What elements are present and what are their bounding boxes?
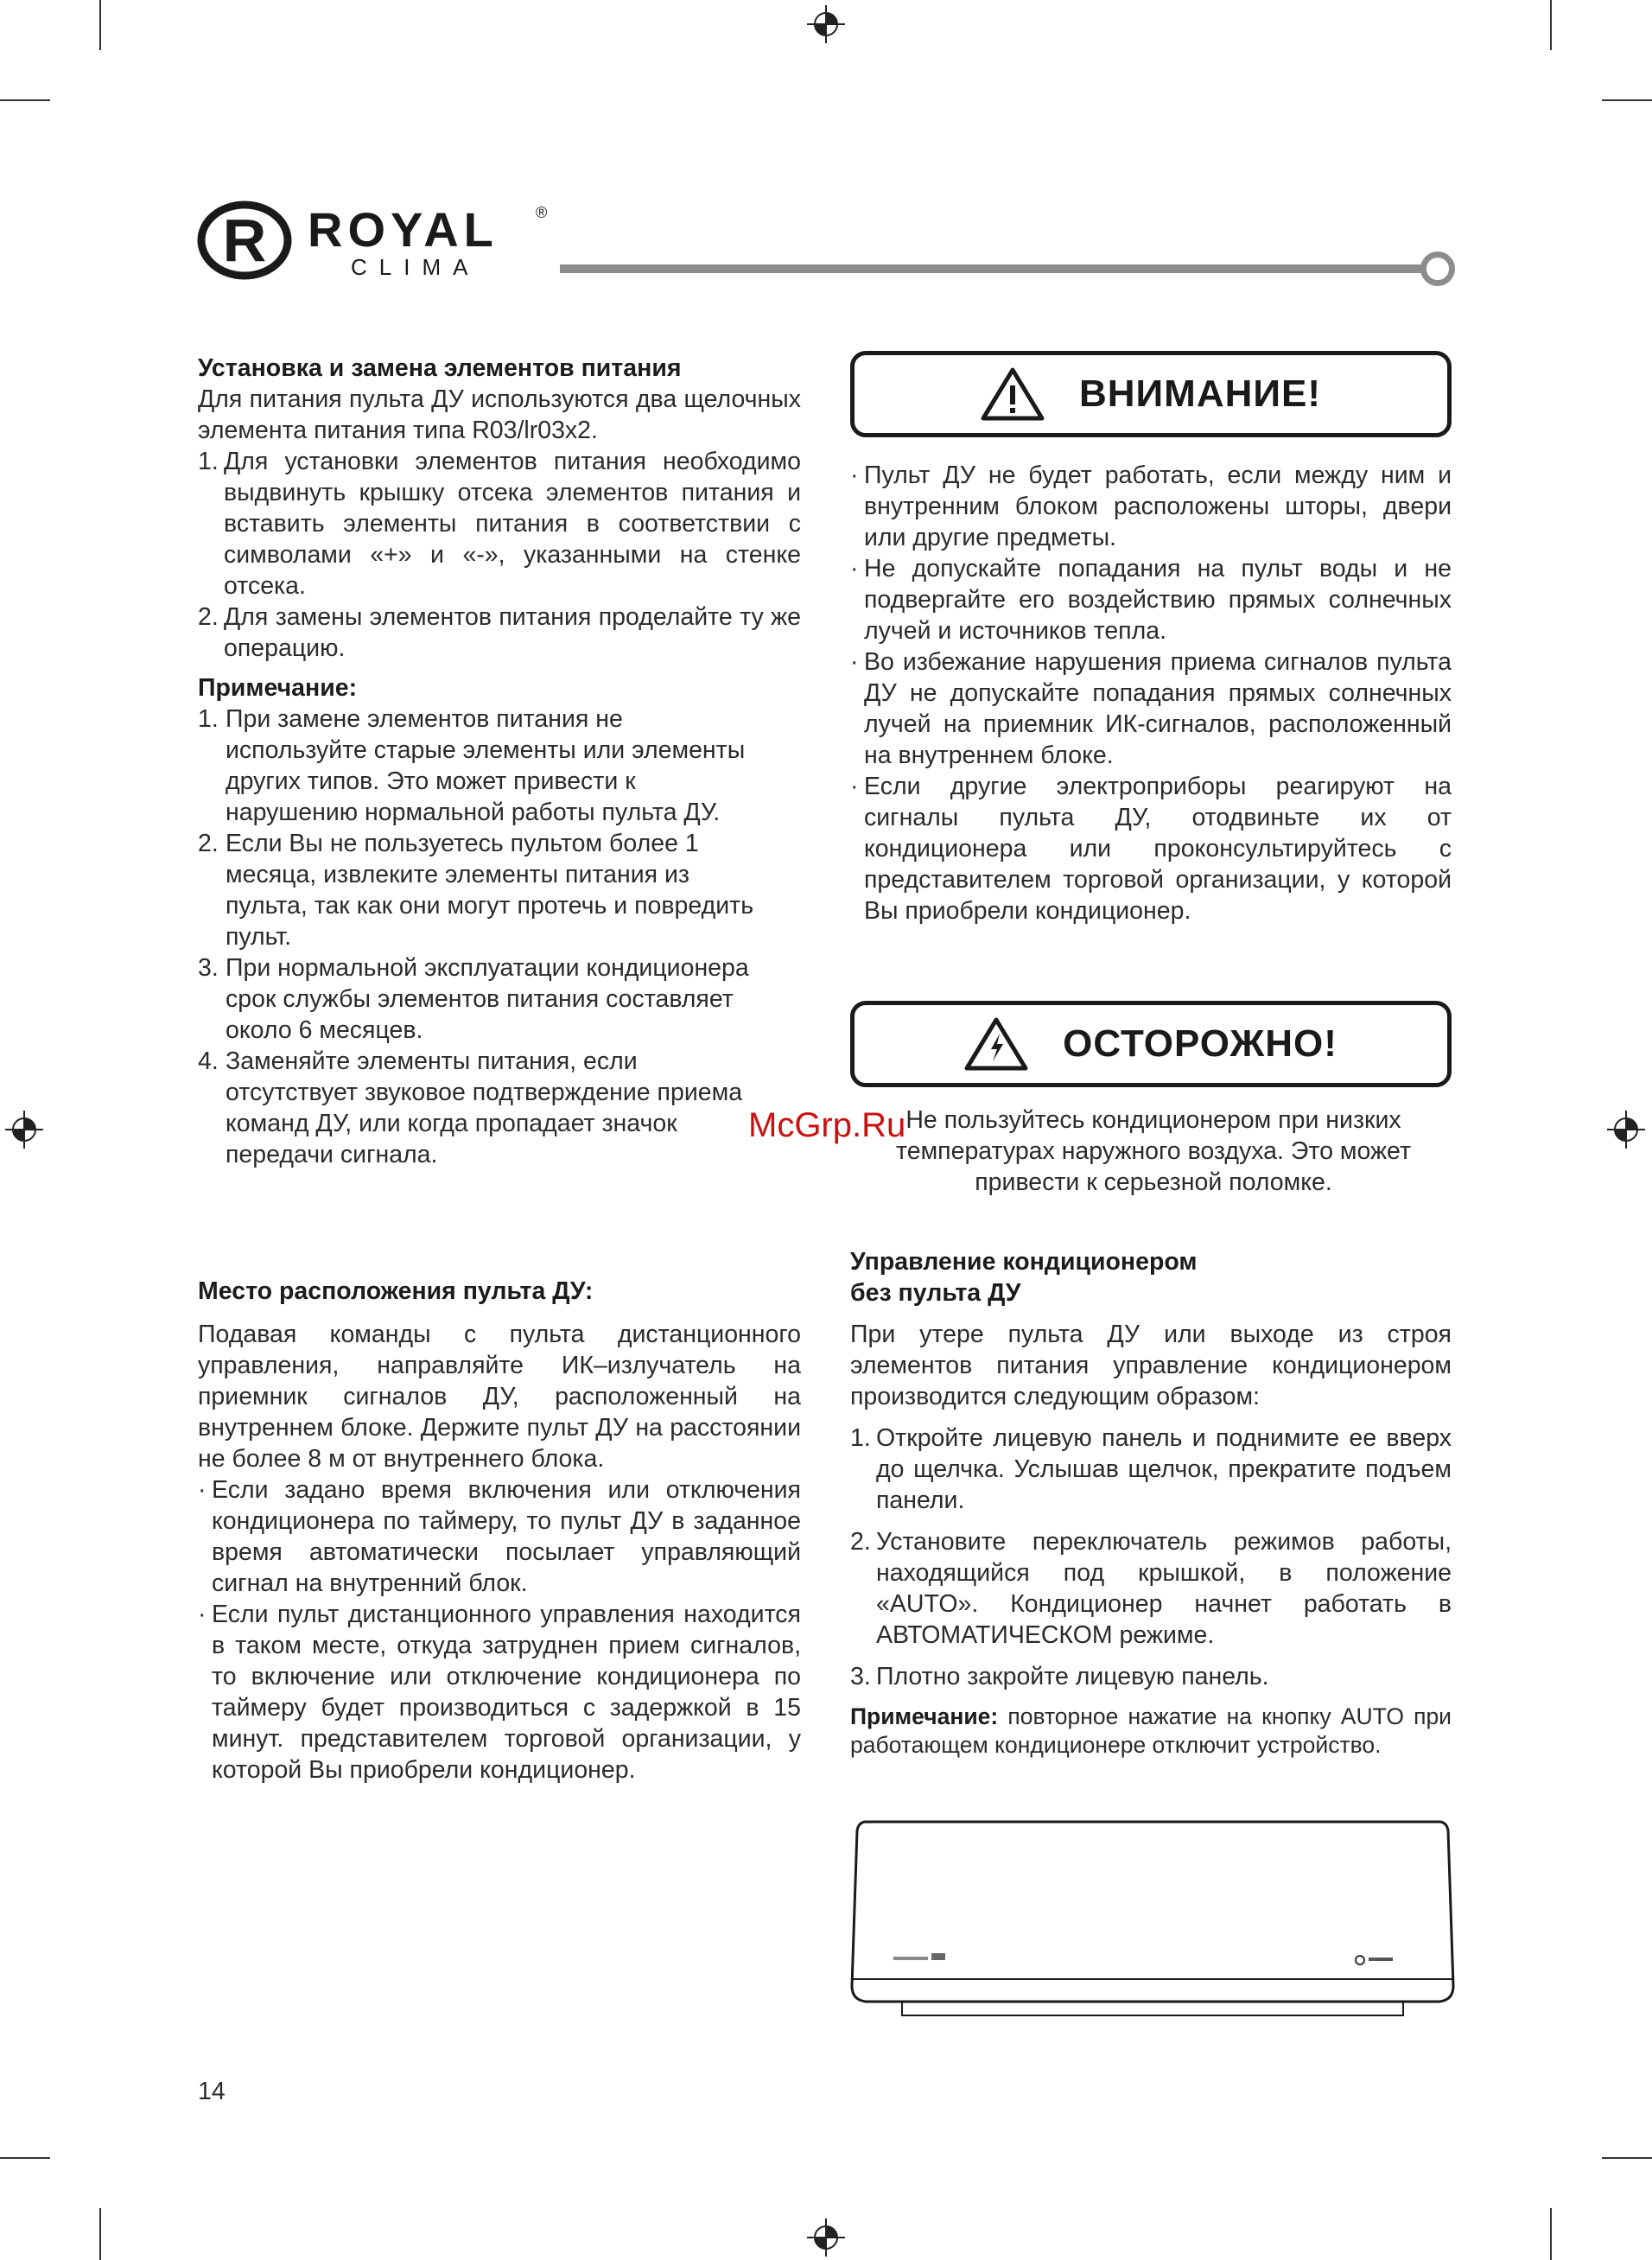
bullet-item: · Если пульт дистанционного управления находится в таком месте, откуда затруднен прием сигналов, то включение или отключение кондиционера по таймеру будет производиться с задержкой в 15 минут. представителем торговой организации, у которой Вы приобрели кондиционер. bbox=[198, 1601, 801, 1784]
warning-box bbox=[850, 351, 1452, 437]
section-intro: При утере пульта ДУ или выходе из строя элементов питания управление кондиционером производится следующим образом: bbox=[850, 1321, 1452, 1410]
crop-mark bbox=[0, 99, 50, 101]
crop-mark bbox=[1550, 0, 1552, 50]
list-item: 1. Для установки элементов питания необходимо выдвинуть крышку отсека элементов питания и вставить элементы питания в соответствии с символами «+» и «-», указанными на стенке отсека. bbox=[198, 448, 801, 600]
crop-mark bbox=[1602, 99, 1652, 101]
registration-mark-icon bbox=[1607, 1111, 1645, 1149]
crop-mark bbox=[0, 2157, 50, 2159]
brand-name: ROYAL bbox=[308, 202, 499, 257]
bullet-item: · Пульт ДУ не будет работать, если между ним и внутренним блоком расположены шторы, двери или другие предметы. bbox=[850, 462, 1452, 551]
note-title: Примечание: bbox=[198, 674, 358, 702]
header-rule bbox=[560, 264, 1427, 273]
registration-mark-icon bbox=[5, 1111, 43, 1149]
list-item: 3. Плотно закройте лицевую панель. bbox=[850, 1663, 1269, 1690]
warning-triangle-icon bbox=[981, 366, 1045, 422]
crop-mark bbox=[1602, 2157, 1652, 2159]
list-item: 2. Установите переключатель режимов работы, находящийся под крышкой, в положение «AUTO». Кондиционер начнет работать в АВТОМАТИЧЕСКОМ режиме. bbox=[850, 1528, 1452, 1649]
section-title-line2: без пульта ДУ bbox=[850, 1279, 1021, 1307]
caution-text: Не пользуйтесь кондиционером при низких температурах наружного воздуха. Это может привести к серьезной поломке. bbox=[895, 1106, 1411, 1196]
brand-logo bbox=[197, 201, 560, 280]
left-section-batteries bbox=[198, 353, 801, 1170]
section-title: Установка и замена элементов питания bbox=[198, 354, 682, 382]
air-conditioner-illustration bbox=[850, 1815, 1455, 2019]
left-section-remote-location bbox=[198, 1276, 801, 1786]
section-intro: Для питания пульта ДУ используются два щелочных элемента питания типа R03/lr03x2. bbox=[198, 385, 801, 444]
list-item: 2. Если Вы не пользуетесь пультом более 1 месяца, извлеките элементы питания из пульта, так как они могут протечь и повредить пульт. bbox=[198, 830, 754, 951]
note-list bbox=[198, 703, 768, 1170]
caution-title: ОСТОРОЖНО! bbox=[1063, 1022, 1337, 1065]
list-item: 4. Заменяйте элементы питания, если отсутствует звуковое подтверждение приема команд ДУ, или когда пропадает значок передачи сигнала. bbox=[198, 1047, 743, 1168]
right-section-manual-control bbox=[850, 1246, 1452, 1760]
crop-mark bbox=[99, 2208, 101, 2260]
registration-mark-icon bbox=[807, 2219, 845, 2257]
list-item: 2. Для замены элементов питания проделайте ту же операцию. bbox=[198, 603, 801, 662]
note-paragraph bbox=[850, 1703, 1452, 1760]
bullet-item: · Если задано время включения или отключения кондиционера по таймеру, то пульт ДУ в заданное время автоматически посылает управляющий сигнал на внутренний блок. bbox=[198, 1476, 801, 1597]
list-item: 3. При нормальной эксплуатации кондиционера срок службы элементов питания составляет около 6 месяцев. bbox=[198, 954, 749, 1044]
warning-title: ВНИМАНИЕ! bbox=[1078, 372, 1321, 415]
note-label: Примечание: bbox=[850, 1703, 999, 1729]
registered-mark: ® bbox=[536, 204, 548, 221]
section-intro: Подавая команды с пульта дистанционного управления, направляйте ИК–излучатель на приемник сигналов ДУ, расположенный на внутреннем блоке. Держите пульт ДУ на расстоянии не более 8 м от внутреннего блока. bbox=[198, 1321, 801, 1473]
bullet-item: · Во избежание нарушения приема сигналов пульта ДУ не допускайте попадания прямых солнечных лучей на приемник ИК-сигналов, расположенный на внутреннем блоке. bbox=[850, 648, 1452, 769]
caution-box bbox=[850, 1001, 1452, 1087]
header-rule-end-circle bbox=[1420, 251, 1455, 286]
page-number: 14 bbox=[198, 2078, 226, 2105]
list-item: 1. При замене элементов питания не используйте старые элементы или элементы других типов. Это может привести к нарушению нормальной работы пульта ДУ. bbox=[198, 705, 746, 826]
list-item: 1. Откройте лицевую панель и поднимите ее вверх до щелчка. Услышав щелчок, прекратите подъем панели. bbox=[850, 1424, 1452, 1514]
crop-mark bbox=[1550, 2208, 1552, 2260]
brand-sub: CLIMA bbox=[351, 254, 480, 280]
note-text: повторное нажатие на кнопку AUTO при работающем кондиционере отключит устройство. bbox=[850, 1703, 1452, 1758]
bullet-item: · Не допускайте попадания на пульт воды и не подвергайте его воздействию прямых солнечных лучей и источников тепла. bbox=[850, 555, 1452, 645]
crop-mark bbox=[99, 0, 101, 50]
warning-bullets bbox=[850, 460, 1452, 926]
section-title-line1: Управление кондиционером bbox=[850, 1248, 1198, 1276]
electric-hazard-icon bbox=[964, 1016, 1028, 1072]
watermark: McGrp.Ru bbox=[748, 1106, 906, 1144]
section-title: Место расположения пульта ДУ: bbox=[198, 1277, 594, 1305]
registration-mark-icon bbox=[807, 5, 845, 43]
bullet-item: · Если другие электроприборы реагируют на сигналы пульта ДУ, отодвиньте их от кондиционера или проконсультируйтесь с представителем торговой организации, у которой Вы приобрели кондиционер. bbox=[850, 773, 1452, 925]
logo-letter: R bbox=[222, 207, 267, 274]
